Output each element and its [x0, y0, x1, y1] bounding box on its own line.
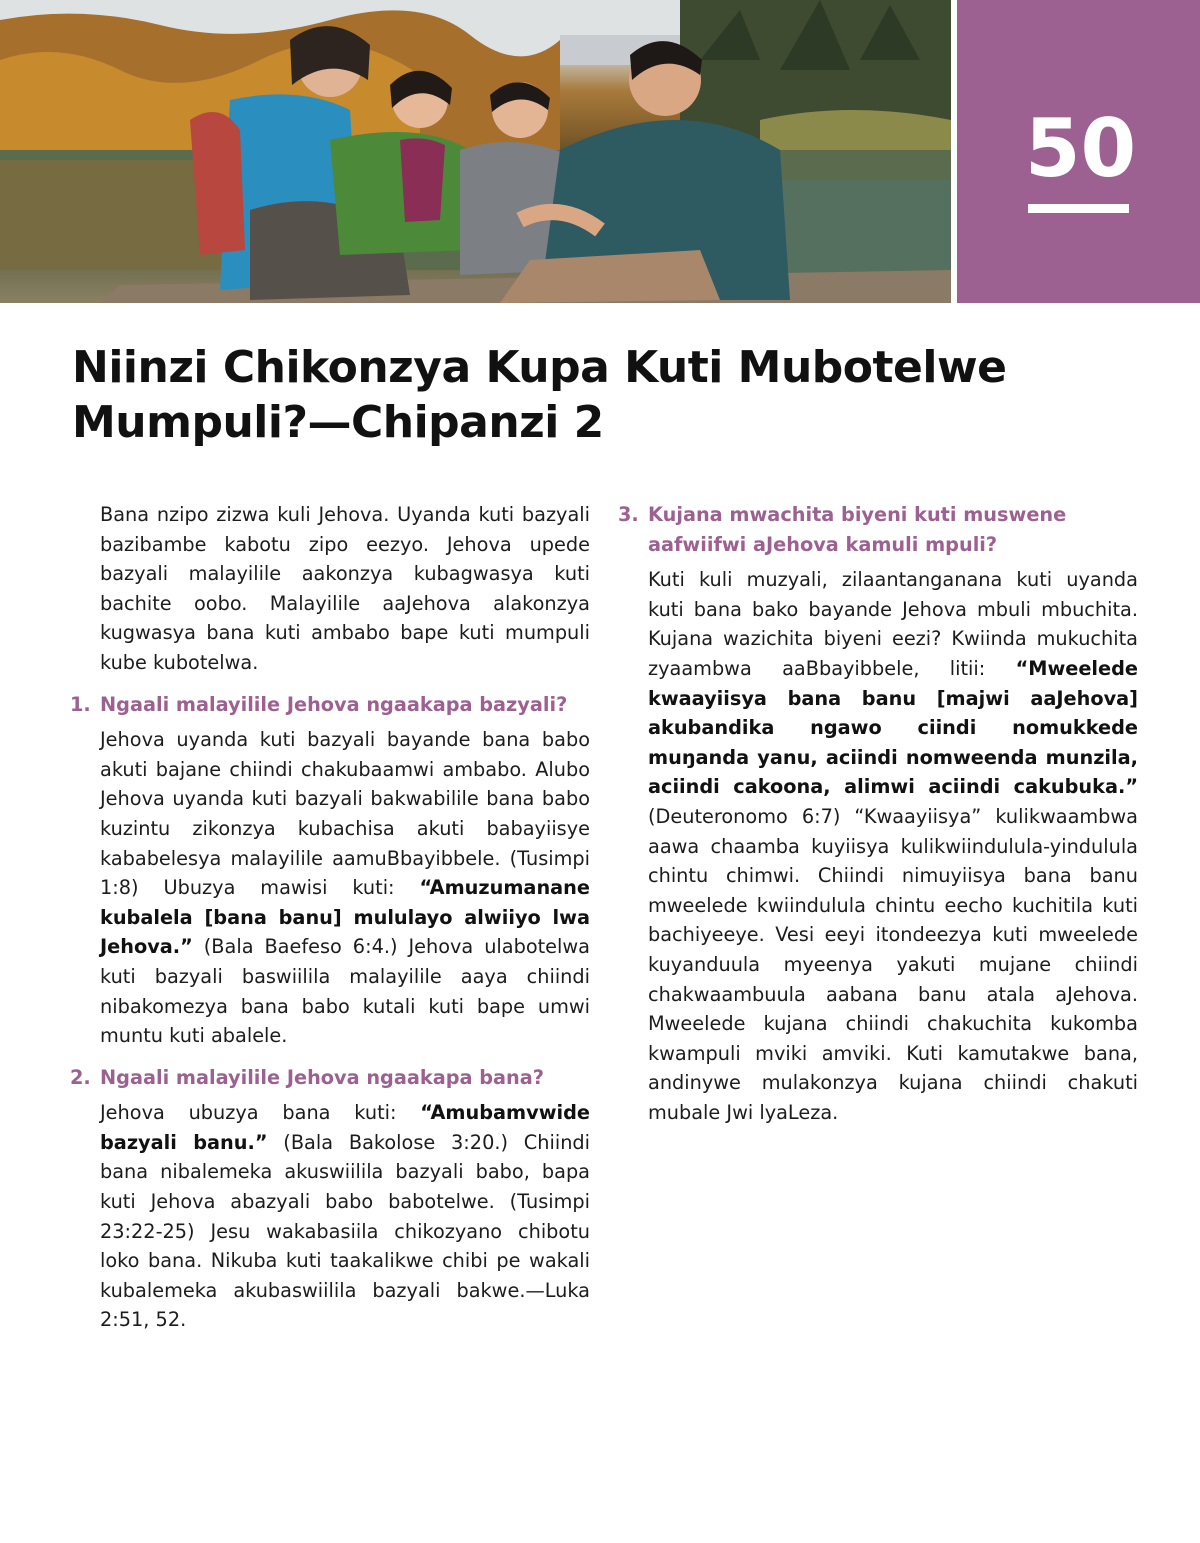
- answer-text: (Bala Bakolose 3:20.) Chiindi bana nibalemeka akuswiilila bazyali babo, bapa kuti Jehova abazyali babo babotelwe. (Tusimpi 23:22-25) Jesu wakabasiila chikozyano chibotu loko bana. Nikuba kuti taakalikwe chibi pe wakali kubalemeka akubaswiilila bazyali bakwe.—Luka 2:51, 52.: [100, 1130, 591, 1332]
- right-column: [618, 500, 1138, 1127]
- question-number: 3.: [618, 503, 639, 526]
- scripture-quote: “Amuzumanane kubalela [bana banu] mululayo alwiiyo lwa Jehova.”: [100, 876, 590, 959]
- answer-paragraph-2: [70, 1098, 590, 1335]
- answer-text: (Bala Baefeso 6:4.) Jehova ulabotelwa kuti bazyali baswiilila malayilile aaya chiindi nibakomezya bana babo kutali kuti bape umwi muntu kuti abalele.: [100, 935, 590, 1048]
- question-number: 1.: [70, 692, 91, 716]
- page-title: [72, 340, 1152, 450]
- lesson-number-underline: [1028, 204, 1129, 213]
- answer-text: Kuti kuli muzyali, zilaantanganana kuti uyanda kuti bana bako bayande Jehova mbuli mbuchita. Kujana wazichita biyeni eezi? Kwiinda mukuchita zyaambwa aaBbayibbele, litii:: [648, 568, 1138, 680]
- question-heading-3: [618, 500, 1138, 559]
- hero-photo: [0, 0, 951, 303]
- lesson-number-badge: [957, 0, 1200, 303]
- intro-paragraph: Bana nzipo zizwa kuli Jehova. Uyanda kuti bazyali bazibambe kabotu zipo eezyo. Jehova upede bazyali malayilile aakonzya kubagwasya kuti bachite oobo. Malayilile aaJehova alakonzya kugwasya bana kuti ambabo bape kuti mumpuli kube kubotelwa.: [100, 503, 590, 674]
- left-column: [70, 500, 590, 1335]
- page-title-line-1: Niinzi Chikonzya Kupa Kuti Mubotelwe: [72, 342, 1007, 393]
- question-heading-2: [70, 1063, 590, 1093]
- scripture-quote: “Mweelede kwaayiisya bana banu [majwi aaJehova] akubandika ngawo ciindi nomukkede muŋanda yanu, aciindi nomweenda munzila, aciindi cakoona, alimwi aciindi cakubuka.”: [648, 656, 1138, 799]
- question-text: Kujana mwachita biyeni kuti muswene aafwiifwi aJehova kamuli mpuli?: [648, 503, 1067, 556]
- question-heading-1: [70, 690, 590, 720]
- answer-paragraph-1: [70, 725, 590, 1051]
- lesson-number: 50: [1024, 102, 1137, 195]
- answer-text: (Deuteronomo 6:7) “Kwaayiisya” kulikwaambwa aawa chaamba kuyiisya kulikwiindulula-yindulula chintu chimwi. Chiindi nimuyiisya bana banu mweelede kwiindulula chintu eecho kuchitila kuti bachiyeeye. Vesi eeyi itondeezya kuti mweelede kuyanduula myeenya yakuti mujane chiindi chakwaambuula aabana banu atala aJehova. Mweelede kujana chiindi chakuchita kukomba kwampuli mviki amviki. Kuti kamutakwe bana, andinywe mulakonzya kujana chiindi chakuti mubale Jwi lyaLeza.: [648, 804, 1138, 1124]
- question-text: Ngaali malayilile Jehova ngaakapa bazyali?: [100, 692, 568, 716]
- answer-text: Jehova ubuzya bana kuti:: [100, 1101, 421, 1125]
- family-by-lake-illustration: [0, 0, 951, 303]
- page-title-line-2: Mumpuli?—Chipanzi 2: [72, 397, 604, 448]
- answer-paragraph-3: [618, 565, 1138, 1127]
- question-number: 2.: [70, 1065, 91, 1089]
- question-text: Ngaali malayilile Jehova ngaakapa bana?: [100, 1065, 544, 1089]
- answer-text: Jehova uyanda kuti bazyali bayande bana babo akuti bajane chiindi chakubaamwi ambabo. Alubo Jehova uyanda kuti bazyali bakwabilile bana babo kuzintu zikonzya kubachisa akuti babayiisye kababelesya malayilile aamuBbayibbele. (Tusimpi 1:8) Ubuzya mawisi kuti:: [100, 728, 590, 900]
- scripture-quote: “Amubamvwide bazyali banu.”: [100, 1101, 590, 1154]
